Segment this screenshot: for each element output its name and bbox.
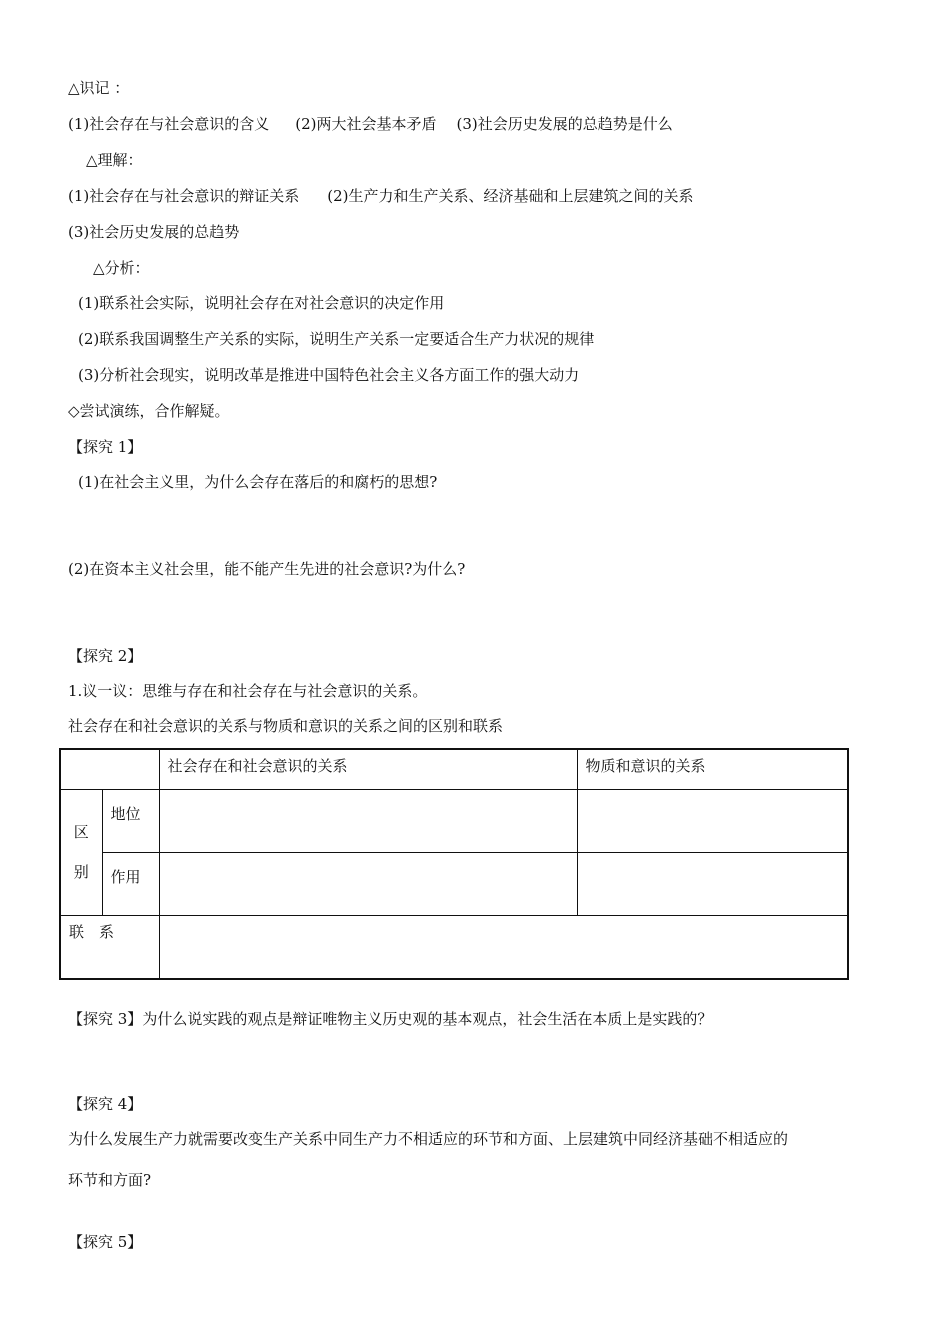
inquiry3-question: 为什么说实践的观点是辩证唯物主义历史观的基本观点，社会生活在本质上是实践的？ — [142, 1010, 713, 1028]
table-row-link-label: 联 系 — [60, 915, 159, 979]
recall-heading: △识记 ： — [68, 79, 130, 97]
inquiry3-title: 【探究 3】 — [68, 1010, 143, 1028]
understand-item-3: (3)社会历史发展的总趋势 — [68, 223, 240, 241]
analyze-item-3: (3)分析社会现实，说明改革是推进中国特色社会主义各方面工作的强大动力 — [78, 366, 580, 384]
inquiry3 — [68, 1009, 712, 1029]
table-cell-role-social[interactable] — [159, 852, 577, 915]
recall-item-3: (3)社会历史发展的总趋势是什么 — [456, 115, 673, 133]
table-cell-role-material[interactable] — [577, 852, 848, 915]
practice-heading: ◇尝试演练，合作解疑。 — [68, 402, 230, 420]
recall-item-2: (2)两大社会基本矛盾 — [295, 115, 437, 133]
comparison-table — [59, 748, 849, 980]
inquiry2-title: 【探究 2】 — [68, 647, 143, 665]
table-header-material: 物质和意识的关系 — [577, 749, 848, 789]
understand-item-2: (2)生产力和生产关系、经济基础和上层建筑之间的关系 — [327, 187, 694, 205]
table-header-social: 社会存在和社会意识的关系 — [159, 749, 577, 789]
table-corner-cell — [60, 749, 159, 789]
table-cell-status-social[interactable] — [159, 789, 577, 852]
inquiry4-title: 【探究 4】 — [68, 1095, 143, 1113]
table-cell-link[interactable] — [159, 915, 848, 979]
inquiry1-title: 【探究 1】 — [68, 438, 143, 456]
inquiry4-question-line-1: 为什么发展生产力就需要改变生产关系中同生产力不相适应的环节和方面、上层建筑中同经济基础不相适应的 — [68, 1130, 789, 1148]
analyze-heading: △分析： — [93, 259, 150, 277]
recall-item-1: (1)社会存在与社会意识的含义 — [68, 115, 270, 133]
table-row-role-label: 作用 — [102, 852, 159, 915]
table-row-status-label: 地位 — [102, 789, 159, 852]
analyze-item-2: (2)联系我国调整生产关系的实际，说明生产关系一定要适合生产力状况的规律 — [78, 330, 595, 348]
difference-char-1: 区 — [73, 823, 89, 841]
inquiry5-title: 【探究 5】 — [68, 1233, 143, 1251]
inquiry4-question-line-2: 环节和方面? — [68, 1171, 152, 1189]
inquiry1-question-1: (1)在社会主义里，为什么会存在落后的和腐朽的思想? — [78, 473, 438, 491]
recall-items — [68, 114, 673, 134]
understand-items — [68, 186, 694, 206]
difference-char-2: 别 — [73, 863, 89, 881]
understand-item-1: (1)社会存在与社会意识的辩证关系 — [68, 187, 300, 205]
understand-heading: △理解： — [86, 151, 143, 169]
table-difference-label — [60, 789, 102, 915]
analyze-item-1: (1)联系社会实际，说明社会存在对社会意识的决定作用 — [78, 294, 445, 312]
inquiry1-question-2: (2)在资本主义社会里，能不能产生先进的社会意识?为什么? — [68, 560, 466, 578]
table-cell-status-material[interactable] — [577, 789, 848, 852]
table-caption: 社会存在和社会意识的关系与物质和意识的关系之间的区别和联系 — [68, 717, 504, 735]
inquiry2-question-1: 1.议一议：思维与存在和社会存在与社会意识的关系。 — [68, 682, 428, 700]
